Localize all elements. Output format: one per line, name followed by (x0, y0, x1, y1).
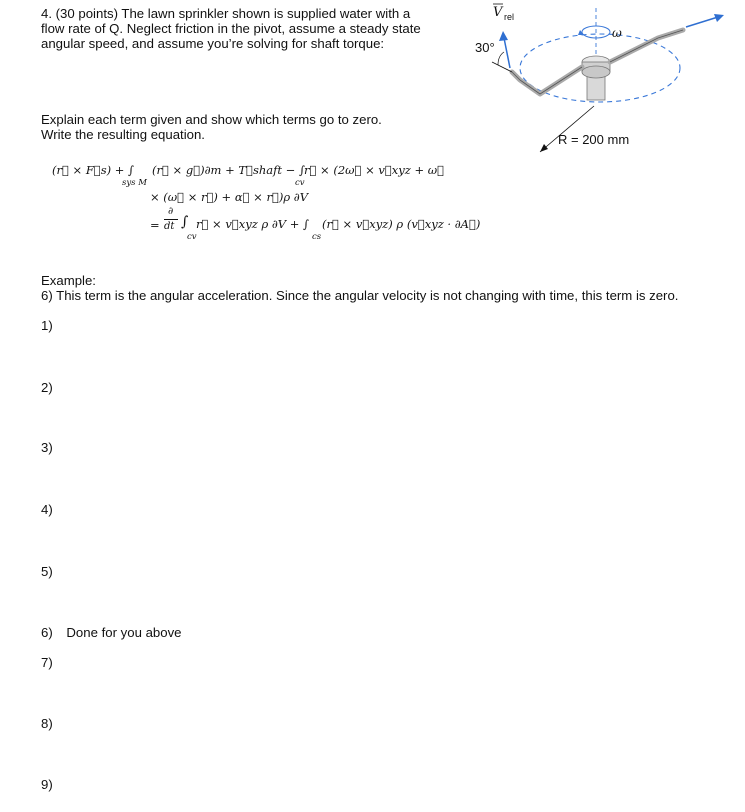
example-title: Example: (41, 273, 96, 288)
vrel-label: V (493, 5, 503, 20)
list-item (41, 318, 53, 333)
equation-sub-cv-2: cv (187, 232, 197, 242)
vrel-subscript: rel (504, 12, 515, 22)
example-text: 6) This term is the angular acceleration. Since the angular velocity is not changing with time, this term is zero. (41, 288, 679, 303)
equation-line-2: × (ω⃗ × r⃗) + α⃗ × r⃗)ρ ∂V (150, 190, 309, 204)
item-label: 8) (41, 716, 53, 731)
list-item (41, 625, 182, 640)
list-item (41, 716, 53, 731)
problem-statement (41, 6, 471, 51)
item-label: 6) (41, 625, 53, 640)
item-label: 1) (41, 318, 53, 333)
problem-line-3: angular speed, and assume you’re solving for shaft torque: (41, 36, 385, 51)
vrel-arrow (504, 38, 510, 68)
omega-label: ω (612, 26, 622, 40)
instructions (41, 112, 441, 142)
item-label: 9) (41, 777, 53, 792)
problem-line-1: 4. (30 points) The lawn sprinkler shown is supplied water with a (41, 6, 411, 21)
item-label: 2) (41, 380, 53, 395)
equation-line-1 (52, 163, 134, 177)
list-item (41, 777, 53, 792)
item-label: 3) (41, 440, 53, 455)
equation-term-3: r⃗ × (2ω⃗ × v⃗xyz + ω⃗ (304, 163, 445, 177)
item-label: 4) (41, 502, 53, 517)
list-item (41, 564, 53, 579)
equation-partial: ∂ (168, 206, 174, 217)
equation-term-5: (r⃗ × v⃗xyz) ρ (v⃗xyz · ∂A⃗) (322, 217, 481, 231)
equation-sub-sysm: sys M (122, 178, 147, 188)
equation-term-4: r⃗ × v⃗xyz ρ ∂V + ∫ (196, 217, 310, 231)
omega-arrowhead (578, 30, 584, 35)
instruction-line-2: Write the resulting equation. (41, 127, 205, 142)
instruction-line-1: Explain each term given and show which terms go to zero. (41, 112, 382, 127)
right-jet-arrow (686, 17, 718, 27)
equation-integral-cv: ∫ (181, 214, 189, 230)
equation-equals: = (150, 218, 160, 232)
equation-term-1: (r⃗ × F⃗s) + ∫ (52, 163, 135, 177)
list-item (41, 502, 53, 517)
angle-arc (498, 52, 504, 65)
item-label: 7) (41, 655, 53, 670)
item-text: Done for you above (66, 625, 182, 640)
radius-label: R = 200 mm (558, 132, 630, 147)
equation-sub-cs: cs (312, 232, 322, 242)
example-block (41, 273, 731, 303)
list-item (41, 655, 53, 670)
equation-sub-cv: cv (295, 178, 305, 188)
problem-line-2: flow rate of Q. Neglect friction in the pivot, assume a steady state (41, 21, 421, 36)
equation-dt: dt (164, 221, 175, 232)
sprinkler-figure (468, 0, 745, 160)
equation-term-2: (r⃗ × g⃗)∂m + T⃗shaft − ∫ (152, 163, 305, 177)
list-item (41, 440, 53, 455)
sprinkler-diagram (468, 0, 745, 160)
fraction-bar (164, 219, 178, 220)
item-label: 5) (41, 564, 53, 579)
list-item (41, 380, 53, 395)
angle-label: 30° (475, 40, 495, 55)
